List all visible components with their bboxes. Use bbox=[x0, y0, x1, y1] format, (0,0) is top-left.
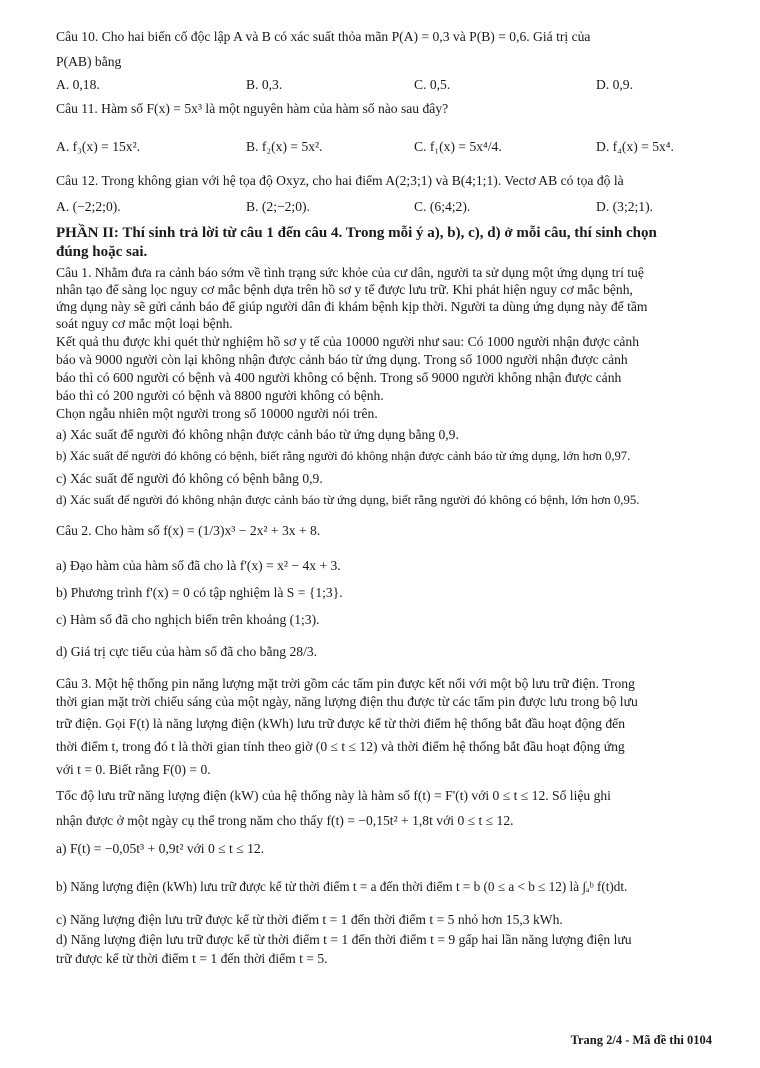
c1-paragraph-line: Chọn ngẫu nhiên một người trong số 10000 người nói trên. bbox=[56, 406, 378, 421]
c2-statement-b: b) Phương trình f'(x) = 0 có tập nghiệm là S = {1;3}. bbox=[56, 585, 343, 600]
q10-option-d: D. 0,9. bbox=[596, 77, 634, 92]
c1-statement-b: b) Xác suất để người đó không có bệnh, biết rằng người đó không nhận được cảnh báo từ ứng dụng, lớn hơn 0,97. bbox=[56, 449, 631, 463]
c1-paragraph-line: Câu 1. Nhằm đưa ra cảnh báo sớm về tình trạng sức khỏe của cư dân, người ta sử dụng một ứng dụng trí tuệ bbox=[56, 265, 644, 280]
c3-paragraph-line: Câu 3. Một hệ thống pin năng lượng mặt trời gồm các tấm pin được kết nối với một bộ lưu trữ điện. Trong bbox=[56, 676, 635, 691]
c1-paragraph-line: soát nguy cơ mắc một loại bệnh. bbox=[56, 316, 233, 331]
c3-statement-b: b) Năng lượng điện (kWh) lưu trữ được kể từ thời điểm t = a đến thời điểm t = b (0 ≤ a < b ≤ 12) là ∫ₐᵇ f(t)dt. bbox=[56, 879, 628, 894]
q10-option-a: A. 0,18. bbox=[56, 77, 100, 92]
q11-option-b: B. f₂(x) = 5x². bbox=[246, 139, 323, 154]
page-footer: Trang 2/4 - Mã đề thi 0104 bbox=[570, 1033, 712, 1047]
c2-stem: Câu 2. Cho hàm số f(x) = (1/3)x³ − 2x² + 3x + 8. bbox=[56, 523, 321, 538]
c2-statement-c: c) Hàm số đã cho nghịch biến trên khoảng (1;3). bbox=[56, 612, 320, 627]
q12-option-c: C. (6;4;2). bbox=[414, 199, 471, 214]
c3-paragraph-line: trữ điện. Gọi F(t) là năng lượng điện (kWh) lưu trữ được kể từ thời điểm hệ thống bắt đầu hoạt động đến bbox=[56, 716, 626, 731]
c3-paragraph-line: thời gian mặt trời chiếu sáng của một ngày, năng lượng điện thu được từ các tấm pin được lưu trong bộ lưu bbox=[56, 694, 638, 709]
c1-paragraph-line: ứng dụng này sẽ gửi cảnh báo để giúp người dân đi khám bệnh kịp thời. Người ta dùng ứng dụng này để tầm bbox=[56, 299, 648, 314]
c1-statement-d: d) Xác suất để người đó không nhận được cảnh báo từ ứng dụng, biết rằng người đó không có bệnh, lớn hơn 0,95. bbox=[56, 493, 640, 507]
c3-paragraph-line: Tốc độ lưu trữ năng lượng điện (kW) của hệ thống này là hàm số f(t) = F'(t) với 0 ≤ t ≤ 12. Số liệu ghi bbox=[56, 788, 611, 803]
q11-option-d: D. f₄(x) = 5x⁴. bbox=[596, 139, 674, 154]
c2-statement-d: d) Giá trị cực tiểu của hàm số đã cho bằng 28/3. bbox=[56, 644, 318, 659]
c2-statement-a: a) Đạo hàm của hàm số đã cho là f'(x) = x² − 4x + 3. bbox=[56, 558, 341, 573]
c3-statement-d-line1: d) Năng lượng điện lưu trữ được kể từ thời điểm t = 1 đến thời điểm t = 9 gấp hai lần năng lượng điện lưu bbox=[56, 932, 632, 947]
q12-option-a: A. (−2;2;0). bbox=[56, 199, 121, 214]
c1-statement-a: a) Xác suất để người đó không nhận được cảnh báo từ ứng dụng bằng 0,9. bbox=[56, 427, 459, 442]
c3-paragraph-line: nhận được ở một ngày cụ thể trong năm cho thấy f(t) = −0,15t² + 1,8t với 0 ≤ t ≤ 12. bbox=[56, 813, 514, 828]
part2-heading-line2: đúng hoặc sai. bbox=[56, 244, 148, 260]
q12-option-b: B. (2;−2;0). bbox=[246, 199, 310, 214]
q10-option-c: C. 0,5. bbox=[414, 77, 451, 92]
part2-heading-line1: PHẦN II: Thí sinh trả lời từ câu 1 đến câu 4. Trong mỗi ý a), b), c), d) ở mỗi câu, thí sinh chọn bbox=[56, 225, 657, 241]
q10-line1: Câu 10. Cho hai biến cố độc lập A và B có xác suất thỏa mãn P(A) = 0,3 và P(B) = 0,6. Giá trị của bbox=[56, 29, 591, 44]
q12-line1: Câu 12. Trong không gian với hệ tọa độ Oxyz, cho hai điểm A(2;3;1) và B(4;1;1). Vectơ AB có tọa độ là bbox=[56, 173, 624, 188]
q10-line2: P(AB) bằng bbox=[56, 54, 122, 69]
c3-paragraph-line: với t = 0. Biết rằng F(0) = 0. bbox=[56, 762, 211, 777]
c3-paragraph-line: thời điểm t, trong đó t là thời gian tính theo giờ (0 ≤ t ≤ 12) và thời điểm hệ thống bắt đầu hoạt động ứng bbox=[56, 739, 625, 754]
c3-statement-c: c) Năng lượng điện lưu trữ được kể từ thời điểm t = 1 đến thời điểm t = 5 nhỏ hơn 15,3 kWh. bbox=[56, 912, 563, 927]
q11-option-a: A. f₃(x) = 15x². bbox=[56, 139, 141, 154]
q12-option-d: D. (3;2;1). bbox=[596, 199, 654, 214]
c1-statement-c: c) Xác suất để người đó không có bệnh bằng 0,9. bbox=[56, 471, 323, 486]
c1-paragraph-line: Kết quả thu được khi quét thử nghiệm hồ sơ y tế của 10000 người như sau: Có 1000 người nhận được cảnh bbox=[56, 334, 640, 349]
c1-paragraph-line: nhân tạo để sàng lọc nguy cơ mắc bệnh dựa trên hồ sơ y tế được lưu trữ. Khi phát hiện nguy cơ mắc bệnh, bbox=[56, 282, 633, 297]
c1-paragraph-line: báo thì có 200 người có bệnh và 8800 người không có bệnh. bbox=[56, 388, 384, 403]
q10-option-b: B. 0,3. bbox=[246, 77, 283, 92]
q11-option-c: C. f₁(x) = 5x⁴/4. bbox=[414, 139, 502, 154]
q11-line1: Câu 11. Hàm số F(x) = 5x³ là một nguyên hàm của hàm số nào sau đây? bbox=[56, 101, 449, 116]
c3-statement-d-line2: trữ được kể từ thời điểm t = 1 đến thời điểm t = 5. bbox=[56, 951, 328, 966]
c3-statement-a: a) F(t) = −0,05t³ + 0,9t² với 0 ≤ t ≤ 12. bbox=[56, 841, 265, 856]
c1-paragraph-line: báo và 9000 người còn lại không nhận được cảnh báo từ ứng dụng. Trong số 1000 người nhận được cảnh bbox=[56, 352, 628, 367]
c1-paragraph-line: báo thì có 600 người có bệnh và 400 người không có bệnh. Trong số 9000 người không nhận được cảnh bbox=[56, 370, 622, 385]
